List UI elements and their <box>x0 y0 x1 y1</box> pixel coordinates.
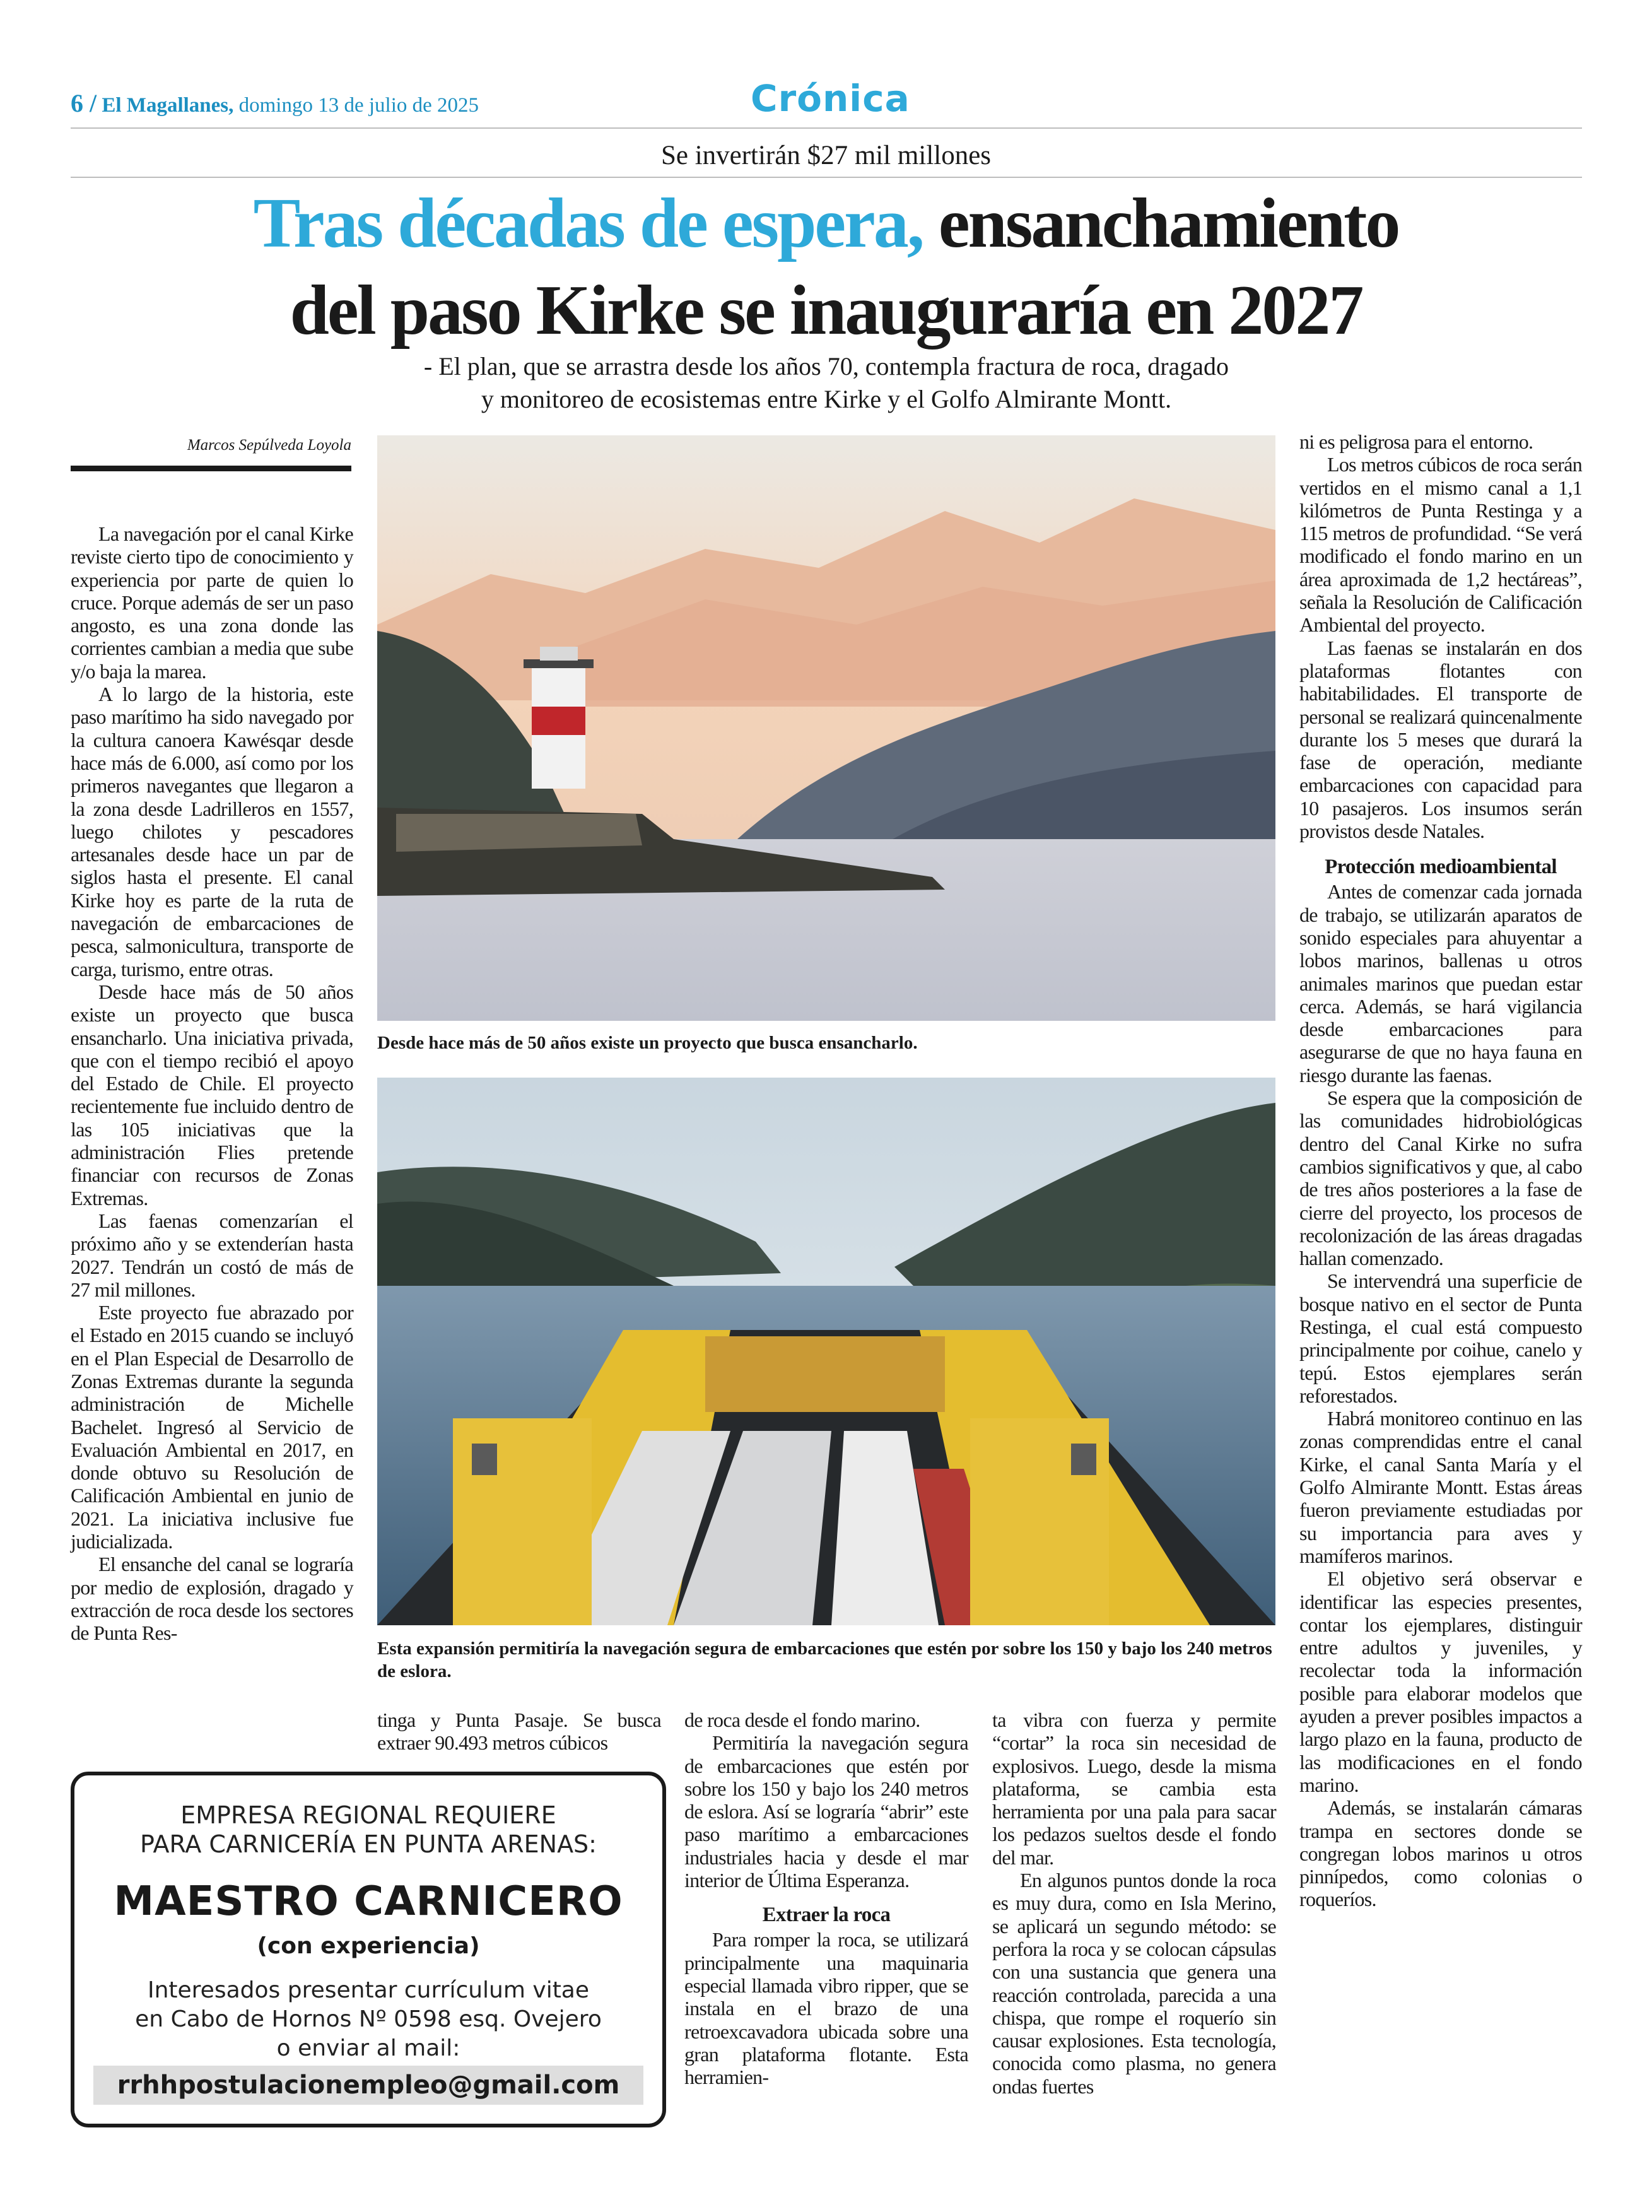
paragraph: ni es peligrosa para el entorno. <box>1299 430 1533 453</box>
job-advertisement <box>71 1772 666 2127</box>
photo-caption-1: Desde hace más de 50 años existe un proyecto que busca ensancharlo. <box>377 1033 918 1053</box>
ferry-image <box>377 1078 1275 1625</box>
kicker: Se invertirán $27 mil millones <box>660 141 992 170</box>
subhead-proteccion: Protección medioambiental <box>1325 856 1557 879</box>
headline <box>0 180 1652 354</box>
page-header-left <box>71 88 479 118</box>
paragraph: Las faenas se instalarán en dos plataformas flotantes con habitabilidades. El transporte de personal se realizará quincenalmente durante los 5 meses que durará la fase de operación, mediante embarcaciones con capacidad para 10 pasajeros. Los insumos serán provistos desde Natales. <box>1299 636 1582 843</box>
paragraph: Se intervendrá una superficie de bosque nativo en el sector de Punta Restinga, el cual está compuesto principalmente por coihue, canelo y tepú. Estos ejemplares serán reforestados. <box>1299 1269 1582 1407</box>
paragraph: Los metros cúbicos de roca serán vertidos en el mismo canal a 1,1 kilómetros de Punta Restinga y a 115 metros de profundidad. “Se verá modificado el fondo marino en un área aproximada de 1,2 hectáreas”, señala la Resolución de Calificación Ambiental del proyecto. <box>1299 453 1582 637</box>
deck <box>353 350 1299 416</box>
paragraph: Este proyecto fue abrazado por el Estado en 2015 cuando se incluyó en el Plan Especial de Desarrollo de Zonas Extremas durante la segunda administración de Michelle Bachelet. Ingresó al Servicio de Evaluación Ambiental en 2017, en donde obtuvo su Resolución de Calificación Ambiental en junio de 2021. La iniciativa inclusive fue judicializada. <box>71 1301 353 1553</box>
paragraph: A lo largo de la historia, este paso marítimo ha sido navegado por la cultura canoera Kawésqar desde hace más de 6.000, así como por los primeros navegantes que llegaron a la zona desde Ladrilleros en 1557, luego chilotes y pescadores artesanales desde hace un par de siglos hasta el presente. El canal Kirke hoy es parte de la ruta de navegación de embarcaciones de pesca, salmonicultura, transporte de carga, turismo, entre otras. <box>71 683 353 980</box>
ad-line-2: PARA CARNICERÍA EN PUNTA ARENAS: <box>140 1830 597 1858</box>
ad-body-2: en Cabo de Hornos Nº 0598 esq. Ovejero <box>135 2006 602 2032</box>
article-column-5 <box>1299 430 1582 1911</box>
paragraph: de roca desde el fondo marino. <box>684 1709 920 1731</box>
ad-intro <box>74 1801 662 1859</box>
page-number: 6 / <box>71 89 97 117</box>
paragraph: Permitiría la navegación segura de embarcaciones que estén por sobre los 150 y bajo los 240 metros de eslora. Así se lograría “abrir” este paso marítimo a embarcaciones industriales hacia y desde el mar interior de Última Esperanza. <box>684 1731 968 1892</box>
article-column-2 <box>377 1709 661 1755</box>
article-column-3 <box>684 1709 968 2088</box>
ad-body-1: Interesados presentar currículum vitae <box>147 1977 590 2003</box>
ad-line-1: EMPRESA REGIONAL REQUIERE <box>180 1801 556 1829</box>
paragraph: Desde hace más de 50 años existe un proyecto que busca ensancharlo. Una iniciativa privada, que con el tiempo recibió el apoyo del Estado de Chile. El proyecto recientemente fue incluido dentro de las 105 iniciativas que la administración Flies pretende financiar con recursos de Zonas Extremas. <box>71 980 353 1209</box>
byline: Marcos Sepúlveda Loyola <box>187 437 351 454</box>
byline-rule <box>71 466 351 471</box>
paragraph: El ensanche del canal se lograría por medio de explosión, dragado y extracción de roca desde los sectores de Punta Res- <box>71 1553 353 1645</box>
ferry-photo <box>377 1078 1275 1625</box>
photo-caption-2: Esta expansión permitiría la navegación segura de embarcaciones que estén por sobre los 150 y bajo los 240 metros de eslora. <box>377 1638 1272 1681</box>
article-column-1 <box>71 522 353 1645</box>
ad-body-3: o enviar al mail: <box>276 2035 460 2061</box>
publication-name: El Magallanes, <box>102 94 234 117</box>
subhead-extraer: Extraer la roca <box>762 1903 891 1927</box>
headline-part-2: del paso Kirke se inauguraría en 2027 <box>290 271 1362 350</box>
lighthouse-photo <box>377 435 1275 1021</box>
section-title: Crónica <box>751 77 910 120</box>
ad-body <box>74 1976 662 2063</box>
paragraph: Antes de comenzar cada jornada de trabajo, se utilizarán aparatos de sonido especiales para ahuyentar a lobos marinos, ballenas u otros animales marinos que puedan estar cerca. Además, se hará vigilancia desde embarcaciones para asegurarse de que no haya fauna en riesgo durante las faenas. <box>1299 880 1582 1086</box>
paragraph: Para romper la roca, se utilizará principalmente una maquinaria especial llamada vibro ripper, que se instala en el brazo de una retroexcavadora ubicada sobre una gran plataforma flotante. Esta herramien- <box>684 1928 968 2089</box>
ad-subtitle: (con experiencia) <box>257 1933 480 1959</box>
headline-part-1: ensanchamiento <box>938 184 1399 262</box>
deck-line-1: - El plan, que se arrastra desde los años 70, contempla fractura de roca, dragado <box>423 352 1229 380</box>
paragraph: La navegación por el canal Kirke reviste cierto tipo de conocimiento y experiencia por parte de quien lo cruce. Porque además de ser un paso angosto, es una zona donde las corrientes cambian a media que sube y/o baja la marea. <box>71 522 353 683</box>
lighthouse-image <box>377 435 1275 1021</box>
publication-date: domingo 13 de julio de 2025 <box>238 94 479 117</box>
paragraph: El objetivo será observar e identificar las especies presentes, contar los ejemplares, distinguir entre adultos y juveniles, y recolectar toda la información posible para elaborar modelos que ayuden a prever posibles impactos a largo plazo en la fauna, producto de las modificaciones en el fondo marino. <box>1299 1567 1582 1796</box>
article-column-4 <box>992 1709 1276 2098</box>
ad-email: rrhhpostulacionempleo@gmail.com <box>93 2066 643 2105</box>
paragraph: En algunos puntos donde la roca es muy dura, como en Isla Merino, se aplicará un segundo método: se perfora la roca y se colocan cápsulas con una sustancia que genera una reacción controlada, parecida a una chispa, que rompe el roquerío sin causar explosiones. Esta tecnología, conocida como plasma, no genera ondas fuertes <box>992 1869 1276 2098</box>
kicker-divider <box>71 177 1582 178</box>
headline-highlight: Tras décadas de espera, <box>253 184 923 262</box>
paragraph: tinga y Punta Pasaje. Se busca extraer 90.493 metros cúbicos <box>377 1709 661 1755</box>
paragraph: ta vibra con fuerza y permite “cortar” la roca sin necesidad de explosivos. Luego, desde la misma plataforma, se cambia esta herramienta por una pala para sacar los pedazos sueltos desde el fondo del mar. <box>992 1709 1276 1869</box>
paragraph: Se espera que la composición de las comunidades hidrobiológicas dentro del Canal Kirke no sufra cambios significativos y que, al cabo de tres años posteriores a la fase de cierre del proyecto, los procesos de recolonización de las áreas dragadas hallan comenzado. <box>1299 1086 1582 1270</box>
paragraph: Habrá monitoreo continuo en las zonas comprendidas entre el canal Kirke, el canal Santa María y el Golfo Almirante Montt. Estas áreas fueron previamente estudiadas por su importancia para aves y mamíferos marinos. <box>1299 1407 1582 1567</box>
header-divider <box>71 127 1582 129</box>
ad-title: MAESTRO CARNICERO <box>114 1878 623 1925</box>
paragraph: Las faenas comenzarían el próximo año y se extenderían hasta 2027. Tendrán un costó de más de 27 mil millones. <box>71 1209 353 1301</box>
paragraph: Además, se instalarán cámaras trampa en sectores donde se congregan lobos marinos u otros pinnípedos, como colonias o roqueríos. <box>1299 1796 1582 1911</box>
deck-line-2: y monitoreo de ecosistemas entre Kirke y el Golfo Almirante Montt. <box>481 385 1172 413</box>
